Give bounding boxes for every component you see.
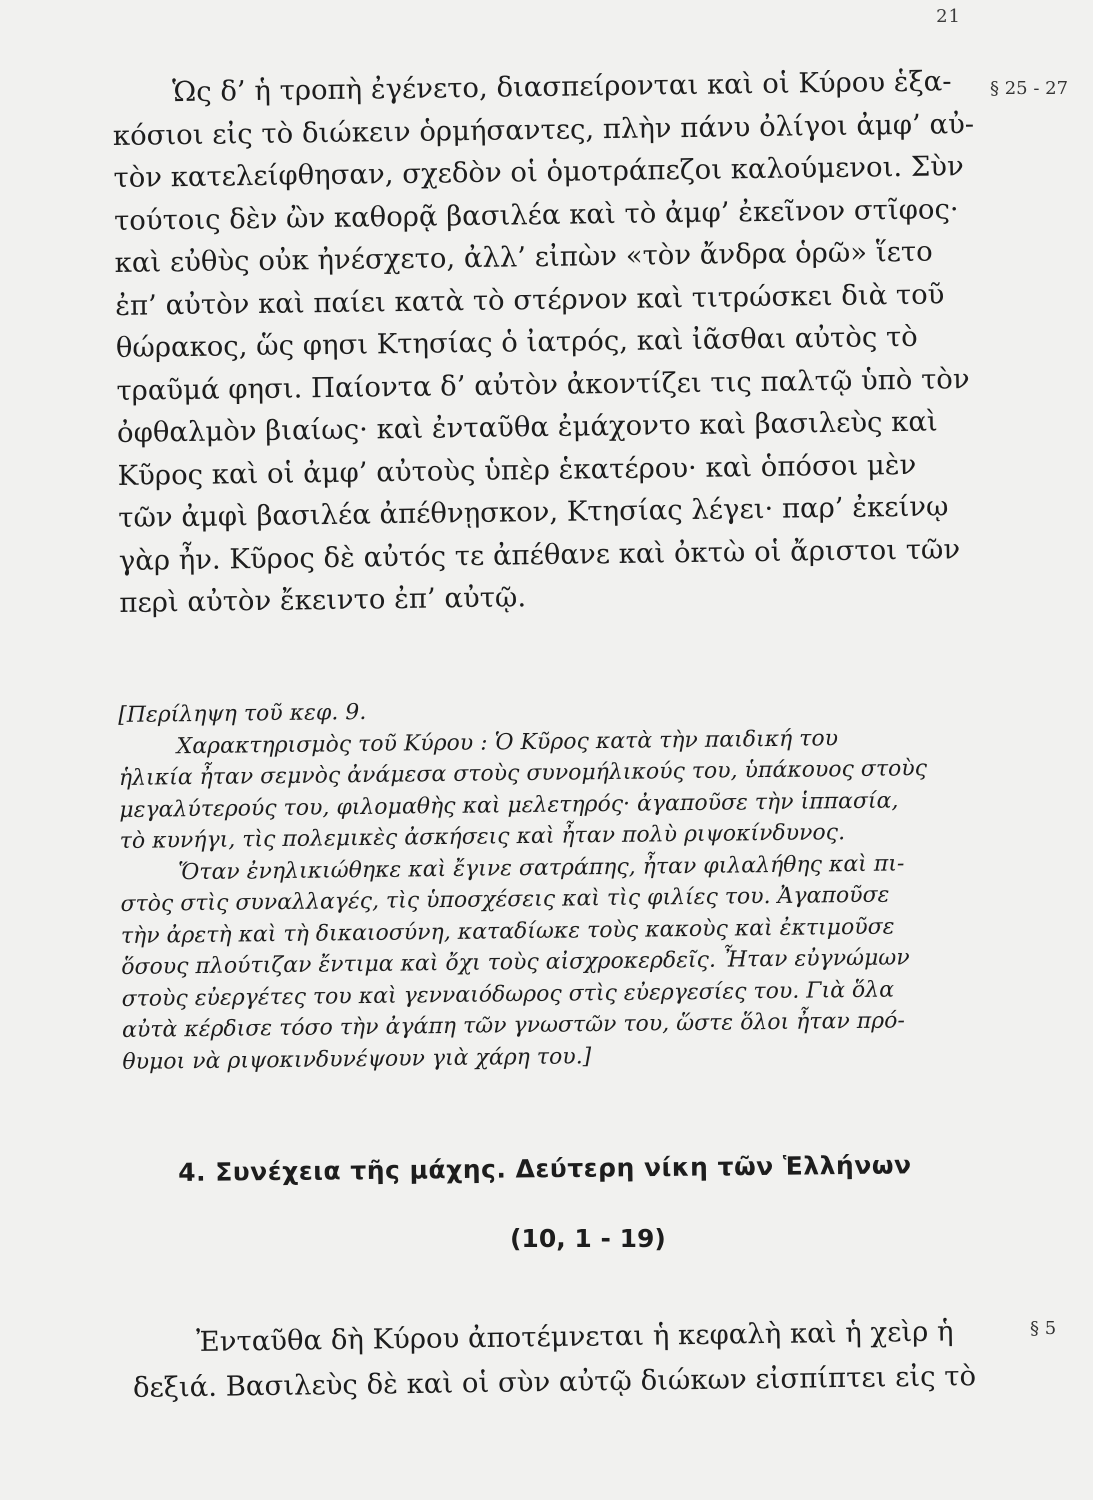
summary-line: στὸς στὶς συναλλαγές, τὶς ὑποσχέσεις καὶ τὶς φιλίες του. Ἀγαποῦσε: [120, 882, 890, 917]
text-line: Ὡς δ’ ἡ τροπὴ ἐγένετο, διασπείρονται καὶ οἱ Κύρου ἑξα-: [172, 65, 952, 109]
summary-line: στοὺς εὐεργέτες του καὶ γενναιόδωρος στὶς εὐεργεσίες του. Γιὰ ὅλα: [121, 977, 895, 1012]
summary-line: Ὅταν ἐνηλικιώθηκε καὶ ἔγινε σατράπης, ἦταν φιλαλήθης καὶ πι-: [177, 850, 905, 885]
final-passage: [132, 1309, 997, 1410]
text-line: καὶ εὐθὺς οὐκ ἠνέσχετο, ἀλλ’ εἰπὼν «τὸν ἄνδρα ὁρῶ» ἵετο: [114, 235, 933, 279]
page-number: 21: [936, 6, 961, 27]
summary-line: ἡλικία ἦταν σεμνὸς ἀνάμεσα στοὺς συνομήλικούς του, ὑπάκουος στοὺς: [118, 756, 928, 791]
text-line: τῶν ἀμφὶ βασιλέα ἀπέθνῃσκον, Κτησίας λέγει· παρ’ ἐκείνῳ: [118, 490, 949, 534]
text-line: τὸν κατελείφθησαν, σχεδὸν οἱ ὁμοτράπεζοι καλούμενοι. Σὺν: [113, 150, 964, 194]
text-line: ὀφθαλμὸν βιαίως· καὶ ἐνταῦθα ἐμάχοντο καὶ βασιλεὺς καὶ: [116, 405, 938, 449]
chapter-summary: [118, 689, 983, 1077]
summary-line: θυμοι νὰ ριψοκινδυνέψουν γιὰ χάρη του.]: [122, 1043, 592, 1075]
text-line: τούτοις δὲν ὢν καθορᾷ βασιλέα καὶ τὸ ἀμφ’ ἐκεῖνον στῖφος·: [113, 192, 959, 237]
summary-line: αὐτὰ κέρδισε τόσο τὴν ἀγάπη τῶν γνωστῶν του, ὥστε ὅλοι ἦταν πρό-: [121, 1008, 905, 1043]
chapter-heading: 4. Συνέχεια τῆς μάχης. Δεύτερη νίκη τῶν Ἑλλήνων: [178, 1150, 912, 1187]
text-line: θώρακος, ὥς φησι Κτησίας ὁ ἰατρός, καὶ ἰᾶσθαι αὐτὸς τὸ: [115, 320, 918, 364]
summary-line: Χαρακτηρισμὸς τοῦ Κύρου : Ὁ Κῦρος κατὰ τὴν παιδική του: [176, 725, 839, 759]
summary-line: τὸ κυνήγι, τὶς πολεμικὲς ἀσκήσεις καὶ ἦταν πολὺ ριψοκίνδυνος.: [119, 820, 846, 854]
text-line: Ἐνταῦθα δὴ Κύρου ἀποτέμνεται ἡ κεφαλὴ καὶ ἡ χεὶρ ἡ: [196, 1315, 954, 1358]
text-line: κόσιοι εἰς τὸ διώκειν ὁρμήσαντες, πλὴν πάνυ ὀλίγοι ἀμφ’ αὐ-: [112, 107, 975, 152]
summary-line: [Περίληψη τοῦ κεφ. 9.: [118, 699, 367, 728]
summary-line: ὅσους πλούτιζαν ἔντιμα καὶ ὄχι τοὺς αἰσχροκερδεῖς. Ἦταν εὐγνώμων: [121, 945, 910, 980]
summary-line: τὴν ἀρετὴ καὶ τὴ δικαιοσύνη, καταδίωκε τοὺς κακοὺς καὶ ἐκτιμοῦσε: [120, 914, 895, 949]
text-line: Κῦρος καὶ οἱ ἀμφ’ αὐτοὺς ὑπὲρ ἑκατέρου· καὶ ὁπόσοι μὲν: [117, 448, 917, 492]
section-reference: § 25 - 27: [990, 78, 1069, 99]
text-line: τραῦμά φησι. Παίοντα δ’ αὐτὸν ἀκοντίζει τις παλτῷ ὑπὸ τὸν: [116, 362, 970, 407]
chapter-reference: (10, 1 - 19): [510, 1224, 666, 1253]
summary-line: μεγαλύτερούς του, φιλομαθὴς καὶ μελετηρός· ἀγαποῦσε τὴν ἱππασία,: [119, 787, 899, 823]
section-reference: § 5: [1030, 1318, 1057, 1339]
text-line: γὰρ ἦν. Κῦρος δὲ αὐτός τε ἀπέθανε καὶ ὀκτὼ οἱ ἄριστοι τῶν: [118, 532, 961, 577]
text-line: περὶ αὐτὸν ἔκειντο ἐπ’ αὐτῷ.: [119, 581, 527, 619]
main-passage: [112, 60, 975, 624]
text-line: δεξιά. Βασιλεὺς δὲ καὶ οἱ σὺν αὐτῷ διώκων εἰσπίπτει εἰς τὸ: [132, 1360, 977, 1404]
text-line: ἐπ’ αὐτὸν καὶ παίει κατὰ τὸ στέρνον καὶ τιτρώσκει διὰ τοῦ: [115, 277, 945, 322]
